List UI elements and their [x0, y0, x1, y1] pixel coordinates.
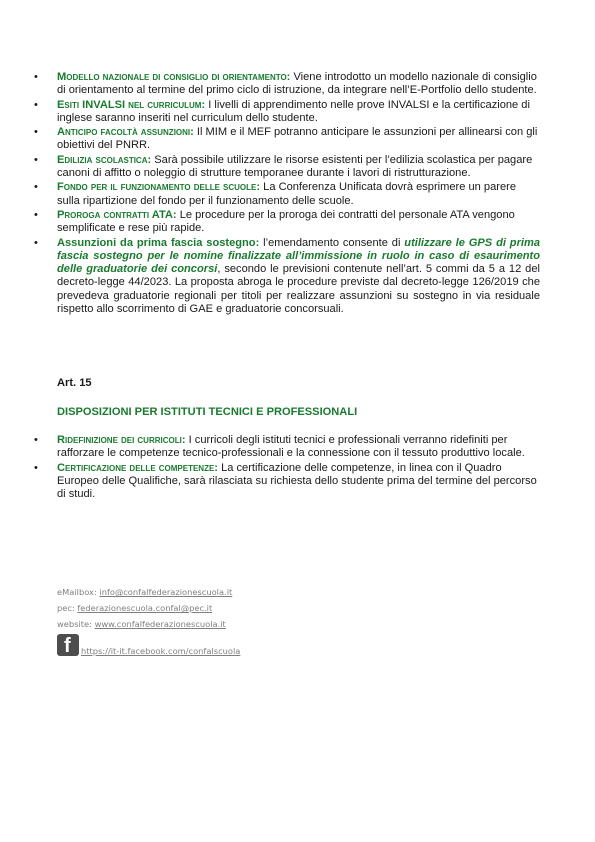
item-keyword: Anticipo facoltà assunzioni:: [57, 126, 194, 139]
bullet: •: [34, 434, 38, 446]
pec-link[interactable]: federazionescuola.confal@pec.it: [77, 603, 213, 613]
item-text: I curricoli degli istituti tecnici e professionali verranno ridefiniti per rafforzare le competenze tecnico-professionali e la connessione con il tessuto produttivo locale.: [57, 434, 525, 460]
website-link[interactable]: www.confalfederazionescuola.it: [94, 619, 226, 629]
facebook-icon[interactable]: f: [57, 634, 79, 656]
item-keyword: Edilizia scolastica:: [57, 153, 152, 166]
measures-list: [34, 71, 541, 317]
section-title: DISPOSIZIONI PER ISTITUTI TECNICI E PROFESSIONALI: [57, 406, 358, 418]
email-link[interactable]: info@confalfederazionescuola.it: [99, 587, 233, 597]
pec-label: pec:: [57, 603, 78, 613]
bullet: •: [34, 461, 38, 474]
list-item: [34, 126, 540, 153]
tecnici-list: [34, 434, 540, 502]
list-item: [34, 153, 540, 181]
list-item: [34, 434, 540, 461]
item-text: Viene introdotto un modello nazionale di consiglio di orientamento al termine del primo ciclo di istruzione, da integrare nell’E-Portfolio dello studente.: [57, 71, 537, 97]
item-keyword: Esiti INVALSI nel curriculum:: [57, 98, 206, 111]
list-item-sostegno: [34, 236, 541, 317]
pec-row: [57, 600, 240, 616]
item-text: l’emendamento consente di: [259, 236, 405, 249]
item-keyword: Modello nazionale di consiglio di orientamento:: [57, 71, 291, 83]
item-text: Le procedure per la proroga dei contratti del personale ATA vengono semplificate e rese più rapide.: [57, 208, 515, 235]
bullet: •: [34, 236, 38, 249]
website-row: [57, 616, 240, 632]
list-item: [34, 461, 540, 502]
bullet: •: [34, 126, 38, 139]
item-keyword: Proroga contratti ATA:: [57, 208, 177, 221]
item-text: I livelli di apprendimento nelle prove INVALSI e la certificazione di inglese saranno inseriti nel curriculum dello studente.: [57, 98, 530, 124]
list-item: [34, 181, 540, 208]
item-keyword: Assunzioni da prima fascia sostegno:: [57, 236, 260, 249]
bullet: •: [34, 71, 38, 83]
facebook-link[interactable]: https://it-it.facebook.com/confalscuola: [81, 646, 241, 656]
item-text: La Conferenza Unificata dovrà esprimere un parere sulla ripartizione del fondo per il funzionamento delle scuole.: [57, 181, 516, 207]
email-row: [57, 584, 240, 600]
item-emphasis: utilizzare le GPS di prima fascia sostegno per le nomine finalizzate all’immissione in ruolo in caso di esaurimento delle graduatorie dei concorsi: [57, 236, 541, 276]
email-label: eMailbox:: [57, 587, 100, 597]
list-item: [34, 98, 540, 126]
item-keyword: Fondo per il funzionamento delle scuole:: [57, 181, 261, 194]
bullet: •: [34, 98, 38, 111]
contact-footer: [57, 584, 240, 656]
item-text: , secondo le previsioni contenute nell’art. 5 commi da 5 a 12 del decreto-legge 44/2023. La proposta abroga le procedure previste dal decreto-legge 126/2019 che prevedeva graduatorie regionali per titoli per realizzare assunzioni su sostegno in via residuale rispetto allo scorrimento di GAE e graduatorie concorsuali.: [57, 263, 540, 316]
bullet: •: [34, 181, 38, 194]
facebook-row: [57, 634, 240, 656]
article-number: Art. 15: [57, 377, 92, 389]
list-item: [34, 208, 540, 236]
item-text: Il MIM e il MEF potranno anticipare le assunzioni per allinearsi con gli obiettivi del PNRR.: [57, 126, 538, 152]
item-keyword: Certificazione delle competenze:: [57, 461, 218, 474]
website-label: website:: [57, 619, 95, 629]
list-item: [34, 71, 540, 98]
item-keyword: Ridefinizione dei curricoli:: [57, 434, 186, 446]
item-text: La certificazione delle competenze, in linea con il Quadro Europeo delle Qualifiche, sarà rilasciata su richiesta dello studente prima del termine del percorso di studi.: [57, 461, 537, 501]
item-text: Sarà possibile utilizzare le risorse esistenti per l’edilizia scolastica per pagare canoni di affitto o noleggio di strutture temporanee durante i lavori di ristrutturazione.: [57, 153, 533, 180]
bullet: •: [34, 208, 38, 221]
bullet: •: [34, 153, 38, 166]
